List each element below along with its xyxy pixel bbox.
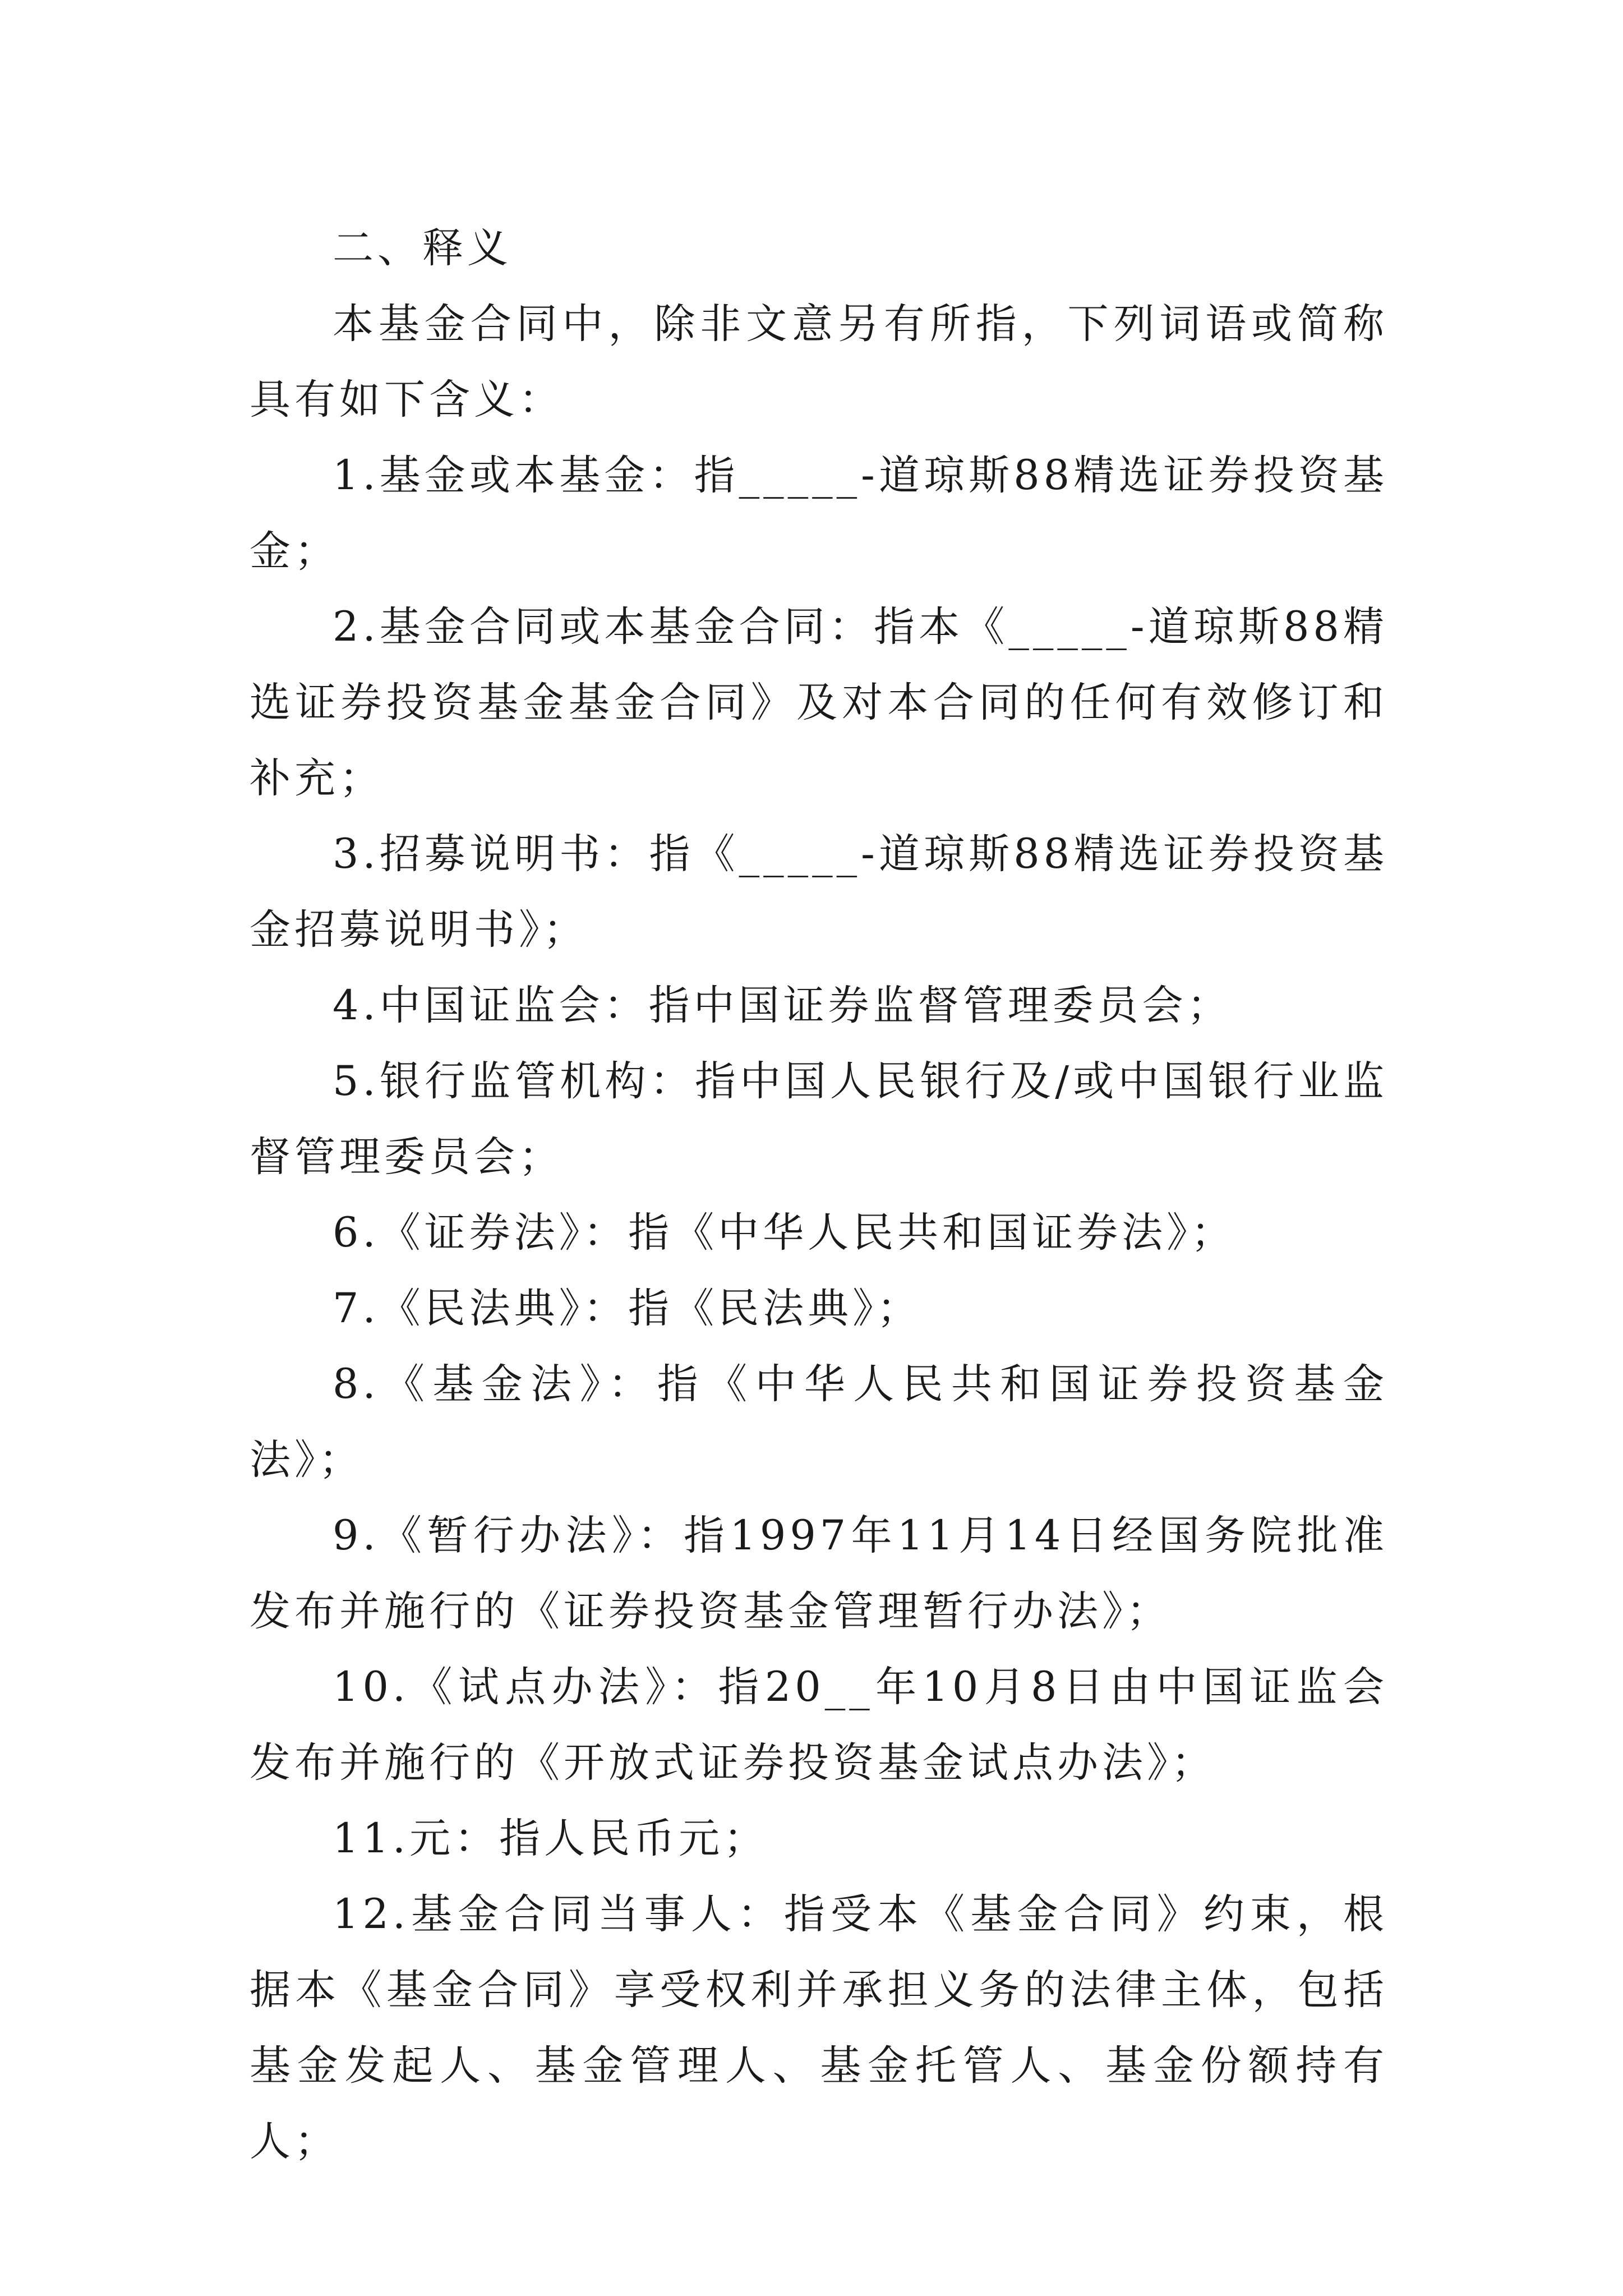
document-body <box>250 210 1388 2179</box>
definition-item-9: 9.《暂行办法》：指1997年11月14日经国务院批准发布并施行的《证券投资基金管理暂行办法》； <box>250 1512 1388 1635</box>
definition-item-3: 3.招募说明书：指《_____-道琼斯88精选证券投资基金招募说明书》； <box>250 830 1388 954</box>
definition-item-12: 12.基金合同当事人：指受本《基金合同》约束，根据本《基金合同》享受权利并承担义务的法律主体，包括基金发起人、基金管理人、基金托管人、基金份额持有人； <box>250 1890 1388 2165</box>
section-heading: 二、释义 <box>333 224 512 272</box>
definition-item-11: 11.元：指人民币元； <box>333 1815 769 1862</box>
definition-item-6: 6.《证券法》：指《中华人民共和国证券法》； <box>333 1209 1236 1257</box>
definition-item-2: 2.基金合同或本基金合同：指本《_____-道琼斯88精选证券投资基金基金合同》及对本合同的任何有效修订和补充； <box>250 603 1388 802</box>
definition-item-4: 4.中国证监会：指中国证券监督管理委员会； <box>333 982 1232 1029</box>
intro-paragraph: 本基金合同中，除非文意另有所指，下列词语或简称具有如下含义： <box>250 300 1388 424</box>
definition-item-5: 5.银行监管机构：指中国人民银行及/或中国银行业监督管理委员会； <box>250 1057 1388 1181</box>
definition-item-8: 8.《基金法》：指《中华人民共和国证券投资基金法》； <box>250 1360 1388 1484</box>
definition-item-1: 1.基金或本基金：指_____-道琼斯88精选证券投资基金； <box>250 452 1388 575</box>
definition-item-10: 10.《试点办法》：指20__年10月8日由中国证监会发布并施行的《开放式证券投资基金试点办法》； <box>250 1663 1388 1787</box>
definition-item-7: 7.《民法典》：指《民法典》； <box>333 1285 922 1332</box>
